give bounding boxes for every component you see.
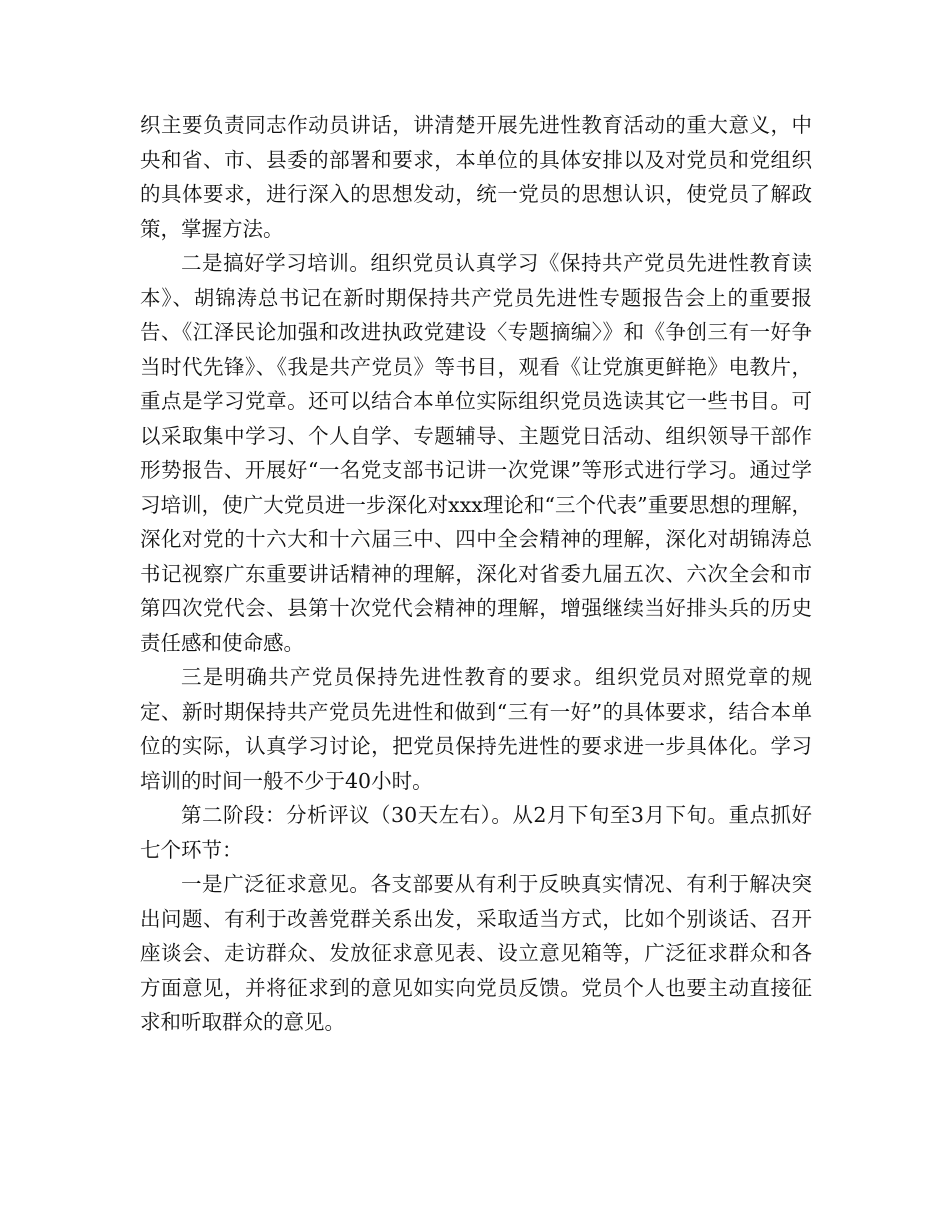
paragraph-5: 一是广泛征求意见。各支部要从有利于反映真实情况、有利于解决突出问题、有利于改善党群关系出发，采取适当方式，比如个别谈话、召开座谈会、走访群众、发放征求意见表、设立意见箱等，广泛征求群众和各方面意见，并将征求到的意见如实向党员反馈。党员个人也要主动直接征求和听取群众的意见。 bbox=[140, 872, 812, 1034]
paragraph-4: 第二阶段：分析评议（30天左右）。从2月下旬至3月下旬。重点抓好七个环节： bbox=[140, 803, 812, 862]
body-text bbox=[140, 108, 812, 1040]
paragraph-1: 织主要负责同志作动员讲话，讲清楚开展先进性教育活动的重大意义，中央和省、市、县委的部署和要求，本单位的具体安排以及对党员和党组织的具体要求，进行深入的思想发动，统一党员的思想认识，使党员了解政策，掌握方法。 bbox=[140, 113, 812, 241]
paragraph-3: 三是明确共产党员保持先进性教育的要求。组织党员对照党章的规定、新时期保持共产党员先进性和做到“三有一好”的具体要求，结合本单位的实际，认真学习讨论，把党员保持先进性的要求进一步具体化。学习培训的时间一般不少于40小时。 bbox=[140, 665, 812, 793]
paragraph-2: 二是搞好学习培训。组织党员认真学习《保持共产党员先进性教育读本》、胡锦涛总书记在新时期保持共产党员先进性专题报告会上的重要报告、《江泽民论加强和改进执政党建设〈专题摘编〉》和《争创三有一好争当时代先锋》、《我是共产党员》等书目，观看《让党旗更鲜艳》电教片，重点是学习党章。还可以结合本单位实际组织党员选读其它一些书目。可以采取集中学习、个人自学、专题辅导、主题党日活动、组织领导干部作形势报告、开展好“一名党支部书记讲一次党课”等形式进行学习。通过学习培训，使广大党员进一步深化对xxx理论和“三个代表”重要思想的理解，深化对党的十六大和十六届三中、四中全会精神的理解，深化对胡锦涛总书记视察广东重要讲话精神的理解，深化对省委九届五次、六次全会和市第四次党代会、县第十次党代会精神的理解，增强继续当好排头兵的历史责任感和使命感。 bbox=[140, 251, 812, 655]
